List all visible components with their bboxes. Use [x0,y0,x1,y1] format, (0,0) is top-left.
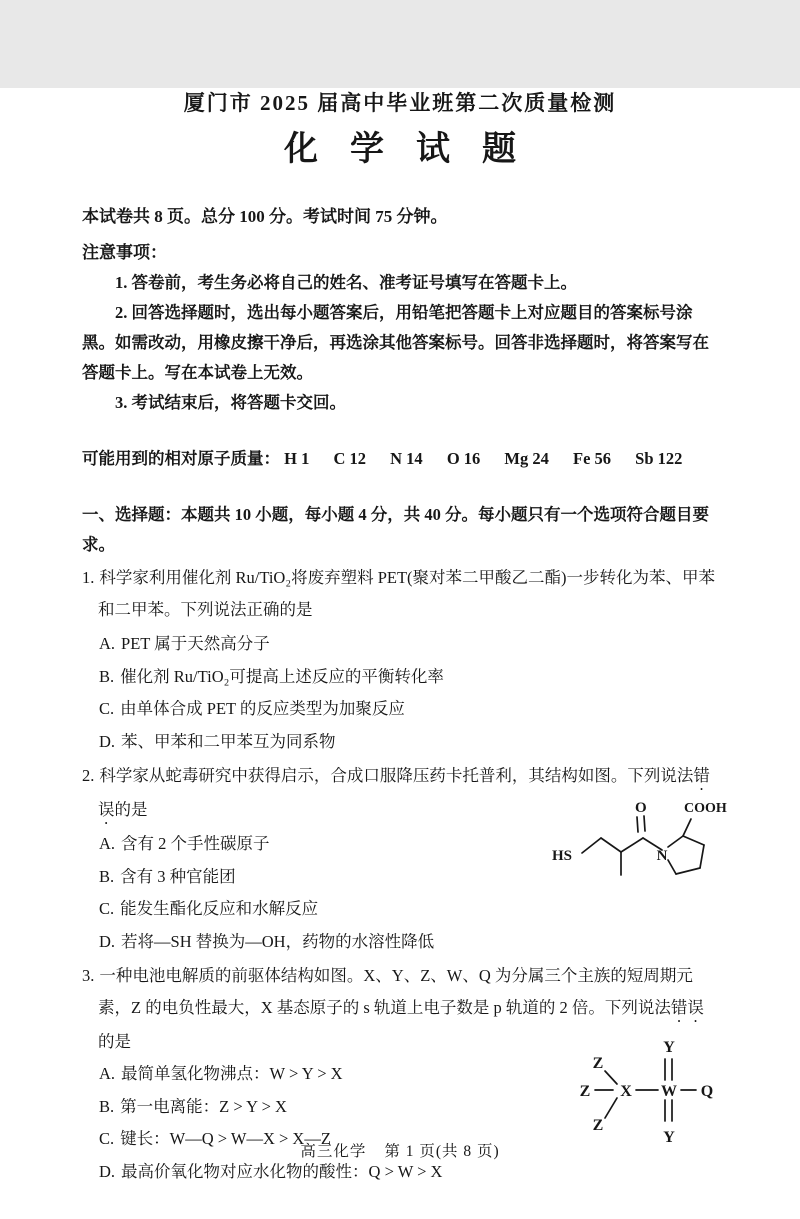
atomic-masses-label: 可能用到的相对原子质量： [82,449,280,468]
question-3-emphasized-word: 错误 [670,998,704,1017]
question-1-option-c: C. 由单体合成 PET 的反应类型为加聚反应 [99,699,405,718]
hs-group-label: HS [552,848,573,864]
atomic-mass-C: C 12 [333,449,367,468]
footer-page-number: 第 1 页(共 8 页) [384,1143,500,1160]
question-3-stem: 3. 一种电池电解质的前驱体结构如图。X、Y、Z、W、Q 为分属三个主族的短周期元素，Z 的电负性最大，X 基态原子的 s 轨道上电子数是 p 轨道的 2 倍。下列说法错误的是 [82,966,704,1051]
notice-title: 注意事项： [82,243,167,262]
question-2-number: 2. [82,766,95,785]
question-3-option-c: C. 键长：W—Q > W—X > X—Z [99,1129,331,1148]
question-1-stem-text: 科学家利用催化剂 Ru/TiO₂将废弃塑料 PET(聚对苯二甲酸乙二酯)一步转化为苯、甲苯和二甲苯。下列说法正确的是 [98,568,716,619]
question-3-option-d: D. 最高价氧化物对应水化物的酸性：Q > W > X [99,1161,443,1181]
atom-y-bottom-label: Y [663,1129,675,1146]
exam-summary: 本试卷共 8 页。总分 100 分。考试时间 75 分钟。 [82,207,448,226]
atomic-mass-Sb: Sb 122 [635,449,683,468]
atom-z1-label: Z [592,1055,604,1072]
exam-title-line2: 化学试题 [284,131,548,168]
question-3-stem-text: 一种电池电解质的前驱体结构如图。X、Y、Z、W、Q 为分属三个主族的短周期元素，Z 的电负性最大，X 基态原子的 s 轨道上电子数是 p 轨道的 2 倍。下列说法 [98,966,693,1017]
atomic-mass-Mg: Mg 24 [504,449,549,468]
atomic-mass-N: N 14 [390,449,423,468]
question-3-option-a: A. 最简单氢化物沸点：W > Y > X [99,1064,343,1083]
question-1-option-b: B. 催化剂 Ru/TiO₂可提高上述反应的平衡转化率 [99,666,444,686]
question-1-options [82,628,718,758]
question-1-option-a: A. PET 属于天然高分子 [99,634,270,653]
question-1-stem [82,562,718,628]
cooh-group-label: COOH [684,801,727,816]
atom-x-label: X [620,1083,632,1100]
page-footer [0,1139,800,1161]
question-2-emphasized-word: 错误 [98,766,710,819]
carbonyl-oxygen-label: O [635,800,647,816]
question-2-option-a: A. 含有 2 个手性碳原子 [99,834,270,853]
exam-title-line1: 厦门市 2025 届高中毕业班第二次质量检测 [183,91,617,115]
atom-q-label: Q [700,1083,714,1100]
question-3-number: 3. [82,966,95,985]
question-2-stem: 2. 科学家从蛇毒研究中获得启示，合成口服降压药卡托普利，其结构如图。下列说法错误的是 [82,766,710,819]
question-1-option-d: D. 苯、甲苯和二甲苯互为同系物 [99,731,336,751]
atomic-mass-O: O 16 [446,449,481,468]
atom-w-label: W [661,1083,677,1100]
question-2-option-c: C. 能发生酯化反应和水解反应 [99,899,319,918]
notice-item-2: 2. 回答选择题时，选出每小题答案后，用铅笔把答题卡上对应题目的答案标号涂黑。如需改动，用橡皮擦干净后，再选涂其他答案标号。回答非选择题时，将答案写在答题卡上。写在本试卷上无效。 [82,303,709,382]
question-3-option-b: B. 第一电离能：Z > Y > X [99,1096,287,1116]
notice-item-3: 3. 考试结束后，将答题卡交回。 [115,393,346,412]
question-2-option-b: B. 含有 3 种官能团 [99,866,236,886]
captopril-structure-figure [546,784,726,901]
atomic-mass-Fe: Fe 56 [572,449,612,468]
exam-paper-page [0,88,800,1219]
question-2 [82,760,727,958]
atomic-masses-line [82,444,718,474]
section-header: 一、选择题：本题共 10 小题，每小题 4 分，共 40 分。每小题只有一个选项符合题目要求。 [82,505,709,554]
atom-y-top-label: Y [663,1039,675,1056]
atomic-mass-H: H 1 [284,449,310,468]
notice-item-1: 1. 答卷前，考生务必将自己的姓名、准考证号填写在答题卡上。 [115,273,577,292]
atom-z3-label: Z [592,1117,604,1134]
question-1 [82,562,718,758]
question-2-stem-text: 科学家从蛇毒研究中获得启示，合成口服降压药卡托普利，其结构如图。下列说法 [99,766,694,785]
precursor-structure-figure [572,1026,722,1157]
nitrogen-label: N [656,848,668,864]
footer-course-label: 高三化学 [300,1143,367,1160]
question-1-number: 1. [82,568,95,587]
question-2-option-d: D. 若将—SH 替换为—OH，药物的水溶性降低 [99,931,435,951]
atom-z2-label: Z [579,1083,591,1100]
